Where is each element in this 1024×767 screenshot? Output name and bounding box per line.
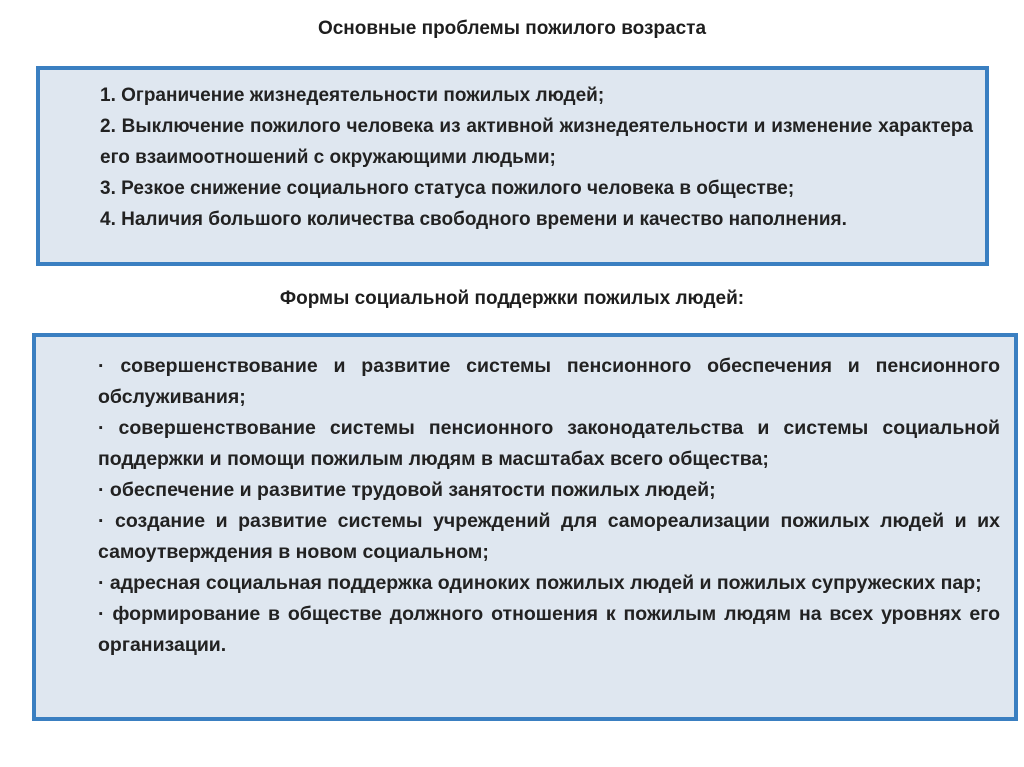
support-item-2: · совершенствование системы пенсионного законодательства и системы социальной поддержки и помощи пожилым людям в масштабах всего общества;: [98, 417, 1000, 470]
support-item-1: · совершенствование и развитие системы пенсионного обеспечения и пенсионного обслуживания;: [98, 355, 1000, 408]
support-item-3: · обеспечение и развитие трудовой занятости пожилых людей;: [98, 479, 716, 501]
problem-item-3: 3. Резкое снижение социального статуса пожилого человека в обществе;: [100, 178, 795, 199]
problems-box: [36, 66, 989, 266]
support-item-5: · адресная социальная поддержка одиноких пожилых людей и пожилых супружеских пар;: [98, 572, 982, 594]
problem-item-1: 1. Ограничение жизнедеятельности пожилых людей;: [100, 85, 605, 106]
problems-title: Основные проблемы пожилого возраста: [317, 18, 707, 39]
support-item-6: · формирование в обществе должного отношения к пожилым людям на всех уровнях его организации.: [98, 603, 1000, 656]
support-item-4: · создание и развитие системы учреждений для самореализации пожилых людей и их самоутверждения в новом социальном;: [98, 510, 1000, 563]
problem-item-2: 2. Выключение пожилого человека из активной жизнедеятельности и изменение характера его взаимоотношений с окружающими людьми;: [100, 116, 973, 168]
support-title: Формы социальной поддержки пожилых людей:: [279, 288, 745, 309]
support-box: [32, 333, 1018, 721]
problem-item-4: 4. Наличия большого количества свободного времени и качество наполнения.: [100, 209, 847, 230]
